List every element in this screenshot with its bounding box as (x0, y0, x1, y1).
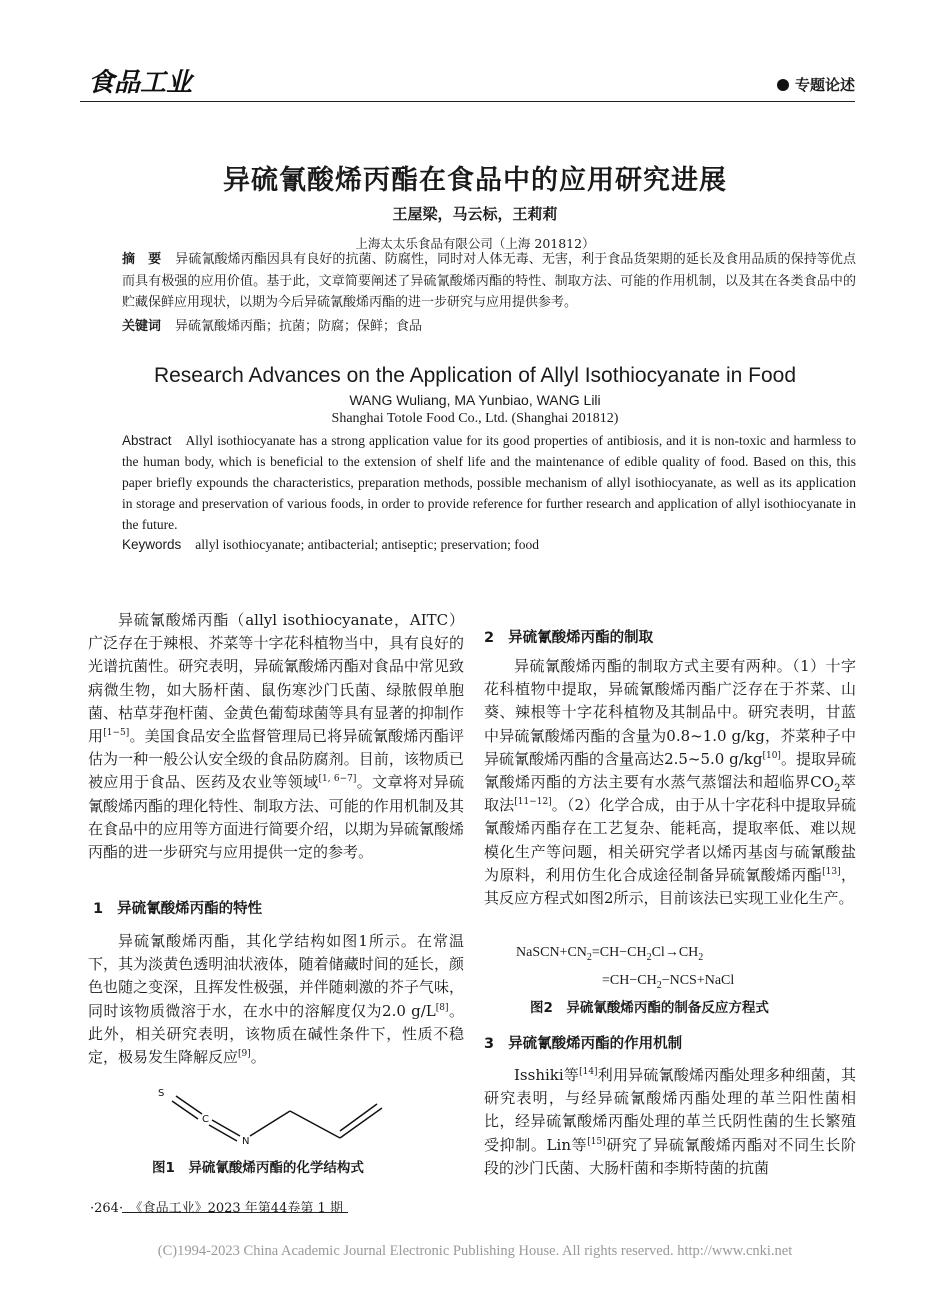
en-keywords (122, 537, 856, 553)
cn-abstract (122, 249, 856, 314)
cn-affiliation: 上海太太乐食品有限公司（上海 201812） (355, 236, 595, 251)
s3-text-1: Isshiki等 (514, 1066, 580, 1084)
en-affiliation: Shanghai Totole Food Co., Ltd. (Shanghai 201812) (331, 411, 619, 426)
cn-abstract-text: 异硫氰酸烯丙酯因具有良好的抗菌、防腐性，同时对人体无毒、无害，利于食品货架期的延长及食用品质的保持等优点而具有极强的应用价值。基于此，文章简要阐述了异硫氰酸烯丙酯的特性、制取方法、可能的作用机制，以及其在各类食品中的贮藏保鲜应用现状，以期为今后异硫氰酸烯丙酯的进一步研究与应用提供参考。 (122, 252, 856, 310)
equation-line-1 (516, 941, 734, 969)
section-2-number: 2 (484, 630, 495, 646)
intro-text-1: 异硫氰酸烯丙酯（allyl isothiocyanate，AITC）广泛存在于辣根、芥菜等十字花科植物当中，具有良好的光谱抗菌性。研究表明，异硫氰酸烯丙酯对食品中常见致病微生物，如大肠杆菌、鼠伤寒沙门氏菌、绿脓假单胞菌、枯草芽孢杆菌、金黄色葡萄球菌等具有显著的抑制作用 (88, 611, 464, 746)
en-abstract-text: Allyl isothiocyanate has a strong application value for its good properties of antibiosis, and it is non-toxic and harmless to the human body, which is beneficial to the extension of shelf life and the maintenance of edible quality of food. Based on this, this paper briefly expounds the characteristics, preparation methods, possible mechanism of allyl isothiocyanate, as well as its application in storage and preservation of various foods, in order to provide reference for further research and application of allyl isothiocyanate in the future. (122, 433, 856, 532)
eq1-sub-3: 2 (698, 951, 704, 963)
eq2-part-a: =CH−CH (602, 972, 657, 988)
en-keywords-label: Keywords (122, 537, 182, 552)
bullet-dot-icon (777, 79, 789, 91)
section-1-title: 异硫氰酸烯丙酯的特性 (117, 901, 263, 917)
reaction-equation (516, 941, 734, 997)
section-3-title: 异硫氰酸烯丙酯的作用机制 (508, 1036, 683, 1052)
bond-ch-ch2-2 (340, 1104, 377, 1131)
s3-ref-1: [14] (579, 1067, 598, 1077)
section-2-paragraph (484, 655, 856, 910)
eq2-part-b: −NCS+NaCl (661, 972, 735, 988)
bond-c-n-2 (209, 1125, 237, 1141)
s2-text-3: 萃取法 (484, 773, 856, 815)
figure-2-caption: 图2 异硫氰酸烯丙酯的制备反应方程式 (530, 1000, 769, 1016)
en-abstract-label: Abstract (122, 433, 172, 448)
atom-c-label: C (202, 1114, 209, 1125)
section-3-heading (484, 1032, 682, 1053)
s3-text-3: 研究了异硫氰酸烯丙酯对不同生长阶段的沙门氏菌、大肠杆菌和李斯特菌的抗菌 (484, 1135, 856, 1177)
en-abstract (122, 430, 856, 535)
section-1-number: 1 (93, 901, 104, 917)
eq1-sub-1: 2 (586, 951, 592, 963)
cn-authors: 王屋梁，马云标，王莉莉 (392, 205, 558, 223)
cn-title: 异硫氰酸烯丙酯在食品中的应用研究进展 (223, 165, 727, 196)
s1-text-1: 异硫氰酸烯丙酯，其化学结构如图1所示。在常温下，其为淡黄色透明油状液体，随着储藏时间的延长，颜色也随之变深，且挥发性极强，并伴随刺激的芥子气味，同时该物质微溶于水，在水中的溶解度仅为2.0 g/L (88, 932, 464, 1020)
atom-s-label: S (158, 1088, 165, 1099)
s2-text-4: 。（2）化学合成，由于从十字花科中提取异硫氰酸烯丙酯存在工艺复杂、能耗高，提取率低、难以规模化生产等问题，相关研究学者以烯丙基卤与硫氰酸盐为原料，利用仿生化合成途径制备异硫氰酸烯丙酯 (484, 796, 856, 884)
s2-text-5: ，其反应方程式如图2所示，目前该法已实现工业化生产。 (484, 865, 856, 908)
cn-keywords-label: 关键词 (122, 319, 162, 334)
copyright-notice: (C)1994-2023 China Academic Journal Electronic Publishing House. All rights reserved. http://www.cnki.net (157, 1243, 793, 1259)
s3-text-2: 利用异硫氰酸烯丙酯处理多种细菌，其研究表明，与经异硫氰酸烯丙酯处理的革兰阳性菌相比，经异硫氰酸烯丙酯处理的革兰氏阴性菌的生长繁殖受抑制。Lin等 (484, 1066, 856, 1154)
s2-ref-2: [11−12] (514, 797, 552, 808)
eq1-sub-2: 2 (646, 951, 652, 963)
intro-paragraph (88, 609, 464, 864)
bond-s-c-2 (172, 1101, 198, 1119)
section-tag-label: 专题论述 (794, 76, 855, 94)
bond-s-c-1 (176, 1096, 202, 1114)
bond-n-ch2 (250, 1111, 290, 1136)
section-1-heading (93, 897, 262, 918)
header-rule (80, 101, 855, 102)
en-title: Research Advances on the Application of Allyl Isothiocyanate in Food (153, 364, 797, 387)
s1-ref-2: [9] (238, 1049, 251, 1060)
equation-line-2 (516, 969, 734, 997)
eq1-part-b: =CH−CH (591, 945, 647, 960)
section-3-paragraph (484, 1064, 856, 1180)
s2-text-1: 异硫氰酸烯丙酯的制取方式主要有两种。（1）十字花科植物中提取，异硫氰酸烯丙酯广泛存在于芥菜、山葵、辣根等十字花科植物及其制品中。研究表明，甘蓝中异硫氰酸烯丙酯的含量为0.8~1.0 g/kg，芥菜种子中异硫氰酸烯丙酯的含量高达2.5~5.0 g/kg (484, 657, 856, 768)
s2-text-2: 。提取异硫氰酸烯丙酯的方法主要有水蒸气蒸馏法和超临界CO (484, 749, 856, 792)
journal-logo-text: 食品工业 (88, 68, 193, 98)
section-1-paragraph (88, 930, 464, 1069)
section-2-heading (484, 626, 653, 647)
s2-ref-1: [10] (762, 750, 781, 761)
atom-n-label: N (242, 1136, 250, 1147)
intro-ref-1: [1−5] (103, 728, 130, 739)
s3-ref-2: [15] (587, 1136, 606, 1147)
cn-keywords-text: 异硫氰酸烯丙酯；抗菌；防腐；保鲜；食品 (175, 319, 423, 334)
intro-ref-2: [1, 6−7] (318, 774, 357, 785)
en-authors: WANG Wuliang, MA Yunbiao, WANG Lili (349, 392, 601, 408)
s2-ref-3: [13] (822, 866, 841, 877)
figure-1-caption: 图1 异硫氰酸烯丙酯的化学结构式 (152, 1160, 364, 1176)
chemical-structure-figure (150, 1078, 390, 1148)
s1-text-2: 。此外，相关研究表明，该物质在碱性条件下，性质不稳定，极易发生降解反应 (88, 1001, 464, 1067)
en-keywords-text: allyl isothiocyanate; antibacterial; antiseptic; preservation; food (195, 537, 540, 552)
section-2-title: 异硫氰酸烯丙酯的制取 (508, 630, 654, 646)
eq2-sub: 2 (656, 979, 662, 991)
footer-rule (122, 1212, 348, 1213)
cn-keywords (122, 315, 856, 334)
bond-ch2-ch (290, 1111, 340, 1138)
bond-c-n-1 (212, 1120, 240, 1136)
eq1-part-a: NaSCN+CN (516, 945, 587, 960)
intro-text-3: 。文章将对异硫氰酸烯丙酯的理化特性、制取方法、可能的作用机制及其在食品中的应用等方面进行简要介绍，以期为异硫氰酸烯丙酯的进一步研究与应用提供一定的参考。 (88, 773, 464, 862)
eq1-part-c: Cl→CH (651, 945, 699, 960)
bond-ch-ch2-1 (340, 1108, 382, 1138)
journal-logo (88, 60, 193, 100)
s1-ref-1: [8] (435, 1002, 449, 1013)
intro-text-2: 。美国食品安全监督管理局已将异硫氰酸烯丙酯评估为一种一般公认安全级的食品防腐剂。目前，该物质已被应用于食品、医药及农业等领域 (88, 727, 464, 792)
cn-abstract-label: 摘 要 (122, 252, 162, 267)
s2-subscript-1: 2 (834, 783, 841, 795)
section-tag (777, 74, 855, 95)
s1-text-3: 。 (250, 1048, 266, 1067)
section-3-number: 3 (484, 1036, 495, 1052)
footer-citation: ·264· 《食品工业》2023 年第44卷第 1 期 (90, 1201, 343, 1216)
